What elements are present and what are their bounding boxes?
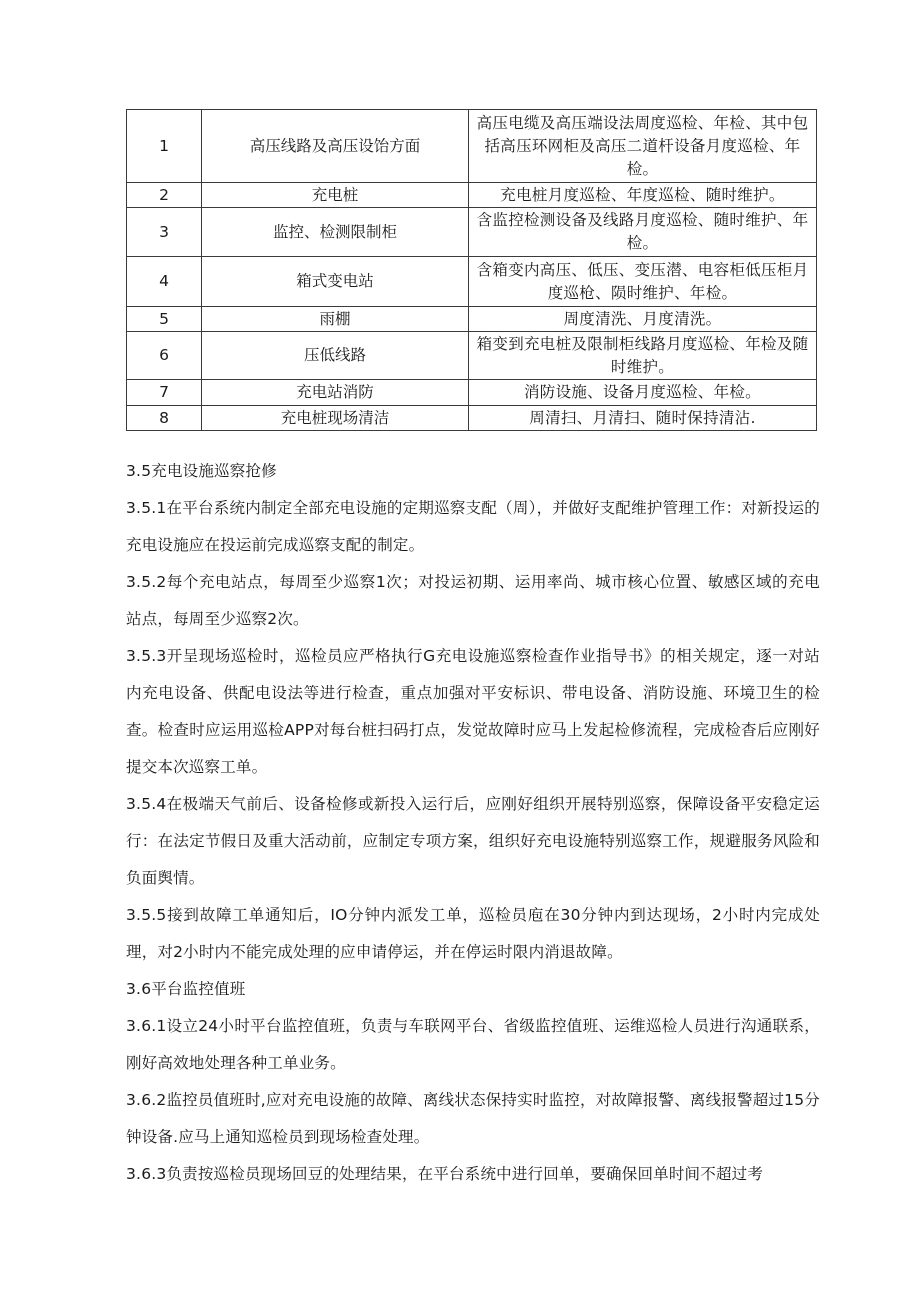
section-heading: 3.6平台监控值班 [126,980,246,998]
row-item: 雨棚 [202,307,469,332]
row-description: 消防设施、设备月度巡检、年检。 [469,380,817,406]
row-description: 充电桩月度巡检、年度巡检、随时维护。 [469,183,817,208]
row-description: 高压电缆及高压端设法周度巡检、年检、其中包括高压环网柜及高压二道杆设备月度巡检、年检。 [469,110,817,183]
maintenance-table [126,109,817,431]
paragraph: 3.6.3负责按巡检员现场回豆的处理结果，在平台系统中进行回单，要确保回单时间不超过考 [126,1165,764,1183]
table-row [127,332,817,380]
paragraph: 3.5.5接到故障工单通知后，IO分钟内派发工单，巡检员庖在30分钟内到达现场，2小时内完成处理，对2小时内不能完成处理的应申请停运，并在停运时限内消退故障。 [126,906,820,961]
row-item: 充电站消防 [202,380,469,406]
paragraph: 3.6.1设立24小时平台监控值班，负责与车联网平台、省级监控值班、运维巡检人员进行沟通联系，刚好高效地处理各种工单业务。 [126,1017,820,1072]
row-item: 压低线路 [202,332,469,380]
table-row [127,380,817,406]
row-number: 6 [127,332,202,380]
row-number: 5 [127,307,202,332]
table-row [127,307,817,332]
row-item: 箱式变电站 [202,257,469,307]
row-number: 2 [127,183,202,208]
row-item: 充电桩 [202,183,469,208]
paragraph: 3.5.3开呈现场巡检时，巡检员应严格执行G充电设施巡察检查作业指导书》的相关规定，逐一对站内充电设备、供配电设法等进行检查，重点加强对平安标识、带电设备、消防设施、环境卫生的检查。检查时应运用巡检APP对每台桩扫码打点，发觉故障时应马上发起检修流程，完成检杳后应刚好提交本次巡察工单。 [126,647,820,776]
row-description: 含箱变内高压、低压、变压潜、电容柜低压柜月度巡枪、陨时维护、年检。 [469,257,817,307]
table-row [127,183,817,208]
row-number: 4 [127,257,202,307]
table-row [127,208,817,257]
row-description: 周度清洗、月度清洗。 [469,307,817,332]
section-heading: 3.5充电设施巡察抢修 [126,462,277,480]
row-number: 1 [127,110,202,183]
row-item: 监控、检测限制柜 [202,208,469,257]
paragraph: 3.5.1在平台系统内制定全部充电设施的定期巡察支配（周），并做好支配维护管理工作：对新投运的充电设施应在投运前完成巡察支配的制定。 [126,499,820,554]
row-number: 3 [127,208,202,257]
paragraph: 3.5.4在极端天气前后、设备检修或新投入运行后，应刚好组织开展特别巡察，保障设备平安稳定运行：在法定节假日及重大活动前，应制定专项方案，组织好充电设施特别巡察工作，规避服务风险和负面舆情。 [126,795,820,887]
row-item: 充电桩现场清洁 [202,406,469,431]
row-number: 8 [127,406,202,431]
document-body [126,453,820,1193]
row-description: 箱变到充电桩及限制柜线路月度巡检、年检及随时维护。 [469,332,817,380]
table-row [127,257,817,307]
row-description: 含监控检测设备及线路月度巡检、随时维护、年检。 [469,208,817,257]
row-description: 周清扫、月清扫、随时保持清沾. [469,406,817,431]
table-row [127,110,817,183]
paragraph: 3.5.2每个充电站点，每周至少巡察1次；对投运初期、运用率尚、城市核心位置、敏感区域的充电站点，每周至少巡察2次。 [126,573,820,628]
paragraph: 3.6.2监控员值班时,应对充电设施的故障、离线状态保持实时监控，对故障报警、离线报警超过15分钟设备.应马上通知巡检员到现场检查处理。 [126,1091,820,1146]
row-item: 高压线路及高压设饴方面 [202,110,469,183]
row-number: 7 [127,380,202,406]
table-row [127,406,817,431]
